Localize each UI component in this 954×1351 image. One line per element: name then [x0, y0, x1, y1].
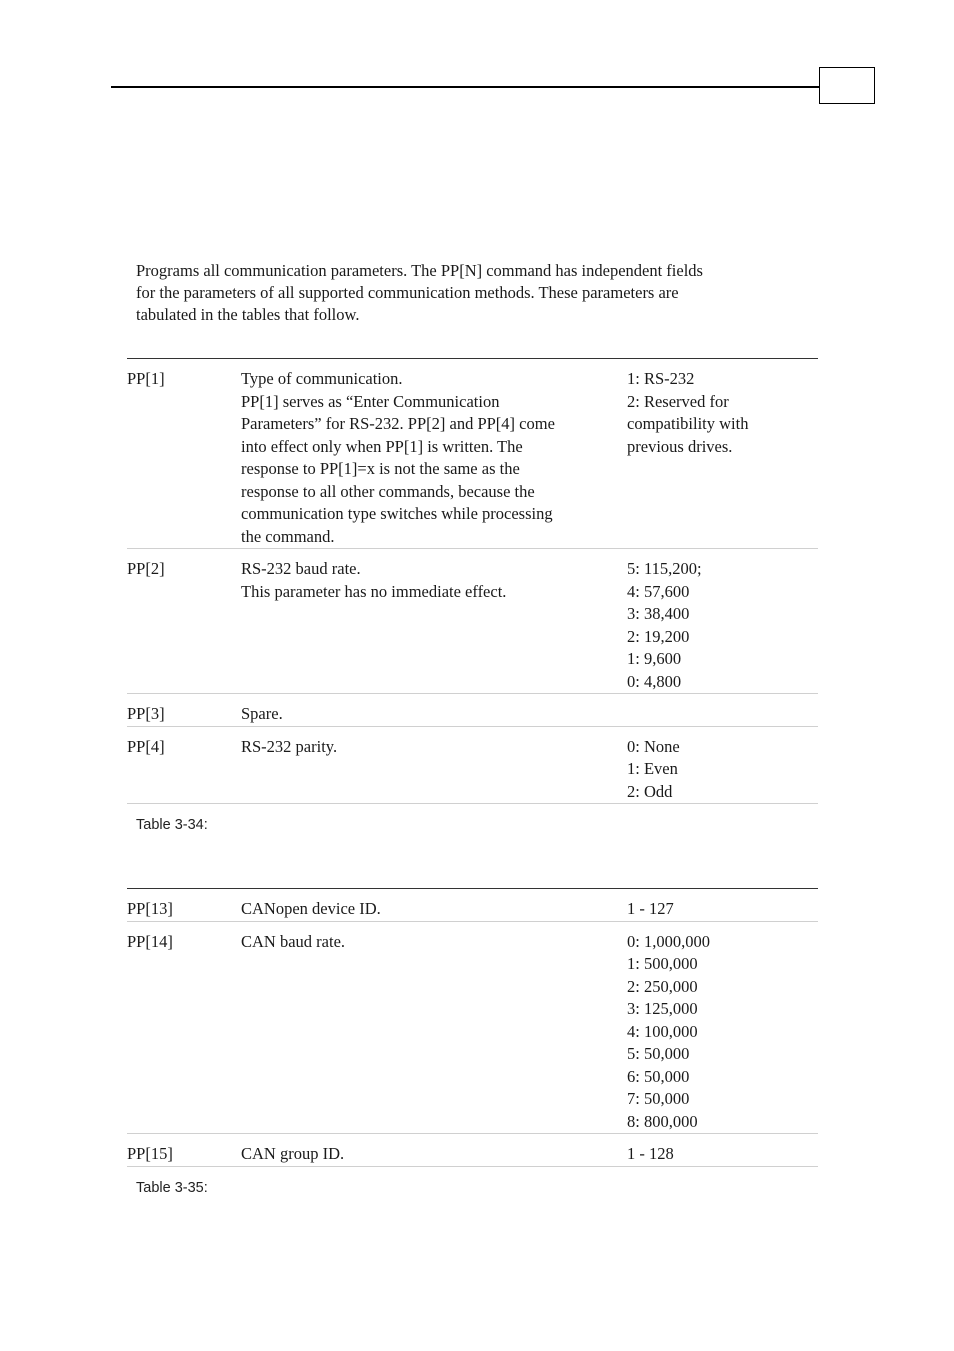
parameter-range [627, 931, 818, 1134]
table-row [127, 922, 818, 1135]
range-value: 4: 57,600 [627, 581, 690, 601]
parameter-name: PP[4] [127, 736, 165, 756]
range-value: 3: 125,000 [627, 999, 698, 1018]
description-line: Spare. [241, 704, 283, 723]
range-value: 5: 115,200; [627, 559, 702, 578]
can-parameter-table [127, 888, 818, 1167]
description-line: RS-232 baud rate. [241, 559, 361, 578]
parameter-range [627, 368, 818, 548]
table-row [127, 1134, 818, 1167]
parameter-name: PP[2] [127, 559, 165, 578]
parameter-description [241, 931, 627, 1134]
intro-line: Programs all communication parameters. The PP[N] command has independent fields [136, 261, 703, 280]
parameter-range [627, 1143, 818, 1166]
rs232-parameter-table [127, 358, 818, 804]
parameter-range [627, 558, 818, 693]
range-value: 6: 50,000 [627, 1066, 690, 1086]
range-value: compatibility with [627, 414, 749, 433]
intro-line: tabulated in the tables that follow. [136, 305, 360, 325]
intro-paragraph [136, 260, 816, 327]
parameter-name: PP[1] [127, 369, 165, 388]
parameter-name: PP[13] [127, 899, 173, 918]
range-value: 0: 1,000,000 [627, 931, 710, 951]
range-value: 2: 19,200 [627, 626, 690, 646]
range-value: 1: 500,000 [627, 954, 698, 973]
description-line: RS-232 parity. [241, 736, 338, 756]
range-value: 5: 50,000 [627, 1044, 690, 1063]
range-value: previous drives. [627, 436, 733, 456]
header-rule [111, 86, 819, 88]
range-value: 0: 4,800 [627, 671, 682, 691]
description-line: the command. [241, 526, 335, 546]
description-line: This parameter has no immediate effect. [241, 581, 507, 601]
range-value: 7: 50,000 [627, 1089, 690, 1108]
parameter-name: PP[14] [127, 931, 173, 951]
table-row [127, 889, 818, 922]
table-row [127, 727, 818, 805]
description-line: communication type switches while processing [241, 504, 553, 523]
table-row [127, 694, 818, 727]
range-value: 0: None [627, 736, 680, 756]
range-value: 2: Reserved for [627, 391, 729, 411]
table-caption: Table 3-35: [136, 1180, 208, 1196]
parameter-description [241, 898, 627, 921]
range-value: 3: 38,400 [627, 604, 690, 623]
parameter-range [627, 898, 818, 921]
range-value: 1: 9,600 [627, 649, 682, 668]
parameter-description [241, 736, 627, 804]
range-value: 1: RS-232 [627, 369, 695, 388]
intro-line: for the parameters of all supported communication methods. These parameters are [136, 283, 679, 303]
description-line: PP[1] serves as “Enter Communication [241, 391, 500, 411]
range-value: 1 - 127 [627, 899, 674, 918]
table-caption: Table 3-34: [136, 817, 208, 833]
description-line: CANopen device ID. [241, 899, 381, 918]
description-line: CAN baud rate. [241, 931, 346, 951]
description-line: response to all other commands, because the [241, 481, 535, 501]
parameter-name: PP[15] [127, 1144, 173, 1163]
description-line: response to PP[1]=x is not the same as the [241, 459, 520, 478]
description-line: Type of communication. [241, 369, 403, 388]
parameter-range [627, 703, 818, 726]
parameter-description [241, 1143, 627, 1166]
table-row [127, 549, 818, 694]
parameter-range [627, 736, 818, 804]
parameter-description [241, 703, 627, 726]
range-value: 4: 100,000 [627, 1021, 698, 1041]
parameter-description [241, 368, 627, 548]
page-number-box [819, 67, 875, 104]
range-value: 1 - 128 [627, 1144, 674, 1163]
range-value: 8: 800,000 [627, 1111, 698, 1131]
description-line: CAN group ID. [241, 1144, 345, 1163]
description-line: into effect only when PP[1] is written. The [241, 436, 523, 456]
parameter-description [241, 558, 627, 693]
range-value: 1: Even [627, 759, 678, 778]
table-row [127, 359, 818, 549]
range-value: 2: 250,000 [627, 976, 698, 996]
range-value: 2: Odd [627, 781, 673, 801]
description-line: Parameters” for RS-232. PP[2] and PP[4] come [241, 414, 555, 433]
parameter-name: PP[3] [127, 704, 165, 723]
